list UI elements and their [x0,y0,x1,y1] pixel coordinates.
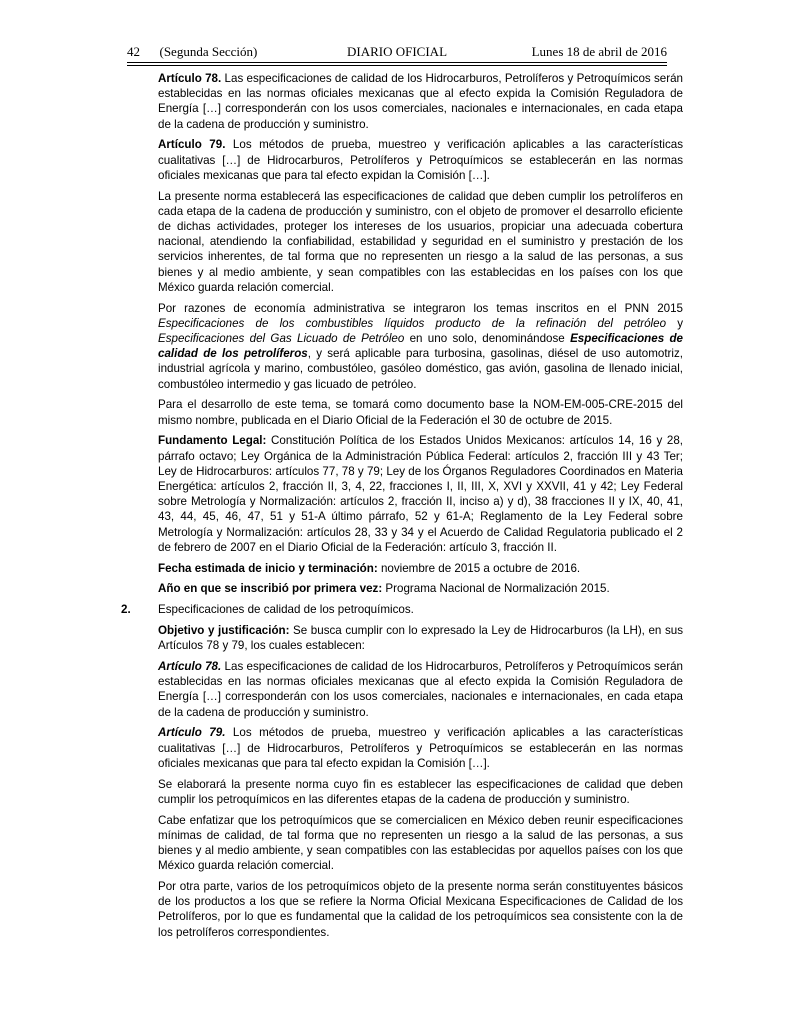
paragraph-articulo-79 [158,137,683,183]
italic-title: Especificaciones de los combustibles líquidos producto de la refinación del petróleo [158,316,667,330]
paragraph-text: Las especificaciones de calidad de los Hidrocarburos, Petrolíferos y Petroquímicos serán establecidas en las normas oficiales mexicanas que al efecto expida la Comisión Reguladora de Energía […] corresponderán con los usos comerciales, nacionales e internacionales, en cada etapa de la cadena de producción y suministro. [158,660,683,719]
paragraph-economia-administrativa [158,301,683,392]
paragraph-text: Se busca cumplir con lo expresado la Ley de Hidrocarburos (la LH), en sus Artículos 78 y 79, los cuales establecen: [158,624,683,653]
italic-title: Especificaciones del Gas Licuado de Petróleo [158,332,405,346]
paragraph-cabe-enfatizar: Cabe enfatizar que los petroquímicos que se comercialicen en México deben reunir especificaciones mínimas de calidad, de tal forma que no representen un riesgo a la salud de las personas, a sus bienes y al medio ambiente, y sean compatibles con las establecidas por aquellos países con los que México guarda relación comercial. [158,813,683,873]
paragraph-por-otra-parte: Por otra parte, varios de los petroquímicos objeto de la presente norma serán constituyentes básicos de los productos a los que se refiere la Norma Oficial Mexicana Especificaciones de Calidad de los Petrolíferos, por lo que es fundamental que la calidad de los petroquímicos sea consistente con la de los petrolíferos correspondientes. [158,880,683,939]
paragraph-documento-base: Para el desarrollo de este tema, se tomará como documento base la NOM-EM-005-CRE-2015 del mismo nombre, publicada en el Diario Oficial de la Federación el 30 de octubre de 2015. [158,398,683,427]
paragraph-text: Constitución Política de los Estados Unidos Mexicanos: artículos 14, 16 y 28, párrafo octavo; Ley Orgánica de la Administración Pública Federal: artículos 2, fracción III y 43 Ter; Ley de Hidrocarburos: artículos 77, 78 y 79; Ley de los Órganos Reguladores Coordinados en Materia Energética: artículos 2, fracción II, 3, 4, 22, fracciones I, II, III, X, XVI y XXVII, 41 y 42; Ley Federal sobre Metrología y Normalización: artículos 2, fracción II, inciso a) y d), 38 fracciones II y IX, 40, 41, 43, 44, 45, 46, 47, 51 y 51-A último párrafo, 52 y 61-A; Reglamento de la Ley Federal sobre Metrología y Normalización: artículos 28, 33 y 34 y el Acuerdo de Calidad Regulatoria publicado el 2 de febrero de 2007 en el Diario Oficial de la Federación: artículo 3, fracción II. [158,434,683,554]
bold-italic-title: Especificaciones de calidad de los petrolíferos [158,332,683,361]
page-header [127,43,667,61]
paragraph-label: Artículo 78. [158,660,222,674]
header-rule-top [127,62,667,63]
publication-title: DIARIO OFICIAL [346,44,448,59]
text-segment: , y será aplicable para turbosina, gasolinas, diésel de uso automotriz, industrial agrícola y marino, combustóleo, gasóleo doméstico, gas avión, gasolina de llenado inicial, combustóleo intermedio y gas licuado de petróleo. [158,347,684,391]
paragraph-label: Objetivo y justificación: [158,624,290,638]
paragraph-articulo-78 [158,71,683,132]
paragraph-label: Artículo 79. [158,726,226,740]
paragraph-text: Las especificaciones de calidad de los Hidrocarburos, Petrolíferos y Petroquímicos serán establecidas en las normas oficiales mexicanas que al efecto expida la Comisión Reguladora de Energía […] corresponderán con los usos comerciales, nacionales e internacionales, en cada etapa de la cadena de producción y suministro. [158,72,683,131]
paragraph-label: Artículo 79. [158,138,226,152]
text-segment: Por razones de economía administrativa se integraron los temas inscritos en el PNN 2015 [158,301,683,315]
paragraph-text: Los métodos de prueba, muestreo y verificación aplicables a las características cualitativas […] de Hidrocarburos, Petrolíferos y Petroquímicos se establecerán en las normas oficiales mexicanas que para tal efecto expidan la Comisión […]. [158,138,683,182]
numbered-item-2 [121,602,683,617]
paragraph-text: Los métodos de prueba, muestreo y verificación aplicables a las características cualitativas […] de Hidrocarburos, Petrolíferos y Petroquímicos se establecerán en las normas oficiales mexicanas que para tal efecto expidan la Comisión […]. [158,726,683,770]
page-number-section: 42 (Segunda Sección) [127,44,258,59]
paragraph-norma-petroliferos: La presente norma establecerá las especificaciones de calidad que deben cumplir los petrolíferos en cada etapa de la cadena de producción y suministro, con el objeto de promover el desarrollo eficiente de dichas actividades, proteger los intereses de los usuarios, propiciar una adecuada cobertura nacional, atendiendo la confiabilidad, estabilidad y seguridad en el suministro y prestación de los servicios inherentes, de tal forma que no representen un riesgo a la salud de las personas, a sus bienes y al medio ambiente, y sean compatibles con las establecidas en los países con los que México guarda relación comercial. [158,189,683,294]
paragraph-label: Fundamento Legal: [158,434,267,448]
item-number: 2. [121,603,131,617]
paragraph-objetivo [158,623,683,653]
item-text: Especificaciones de calidad de los petroquímicos. [158,603,414,617]
paragraph-label: Año en que se inscribió por primera vez: [158,582,383,596]
paragraph-articulo-79-b [158,725,683,771]
publication-date: Lunes 18 de abril de 2016 [531,44,667,59]
header-rule-bottom [127,65,667,66]
paragraph-fecha-estimada [158,561,683,576]
text-segment: y [666,316,683,330]
paragraph-label: Artículo 78. [158,72,222,85]
text-segment: en uno solo, denominándose [404,332,571,346]
paragraph-text: Programa Nacional de Normalización 2015. [382,582,610,596]
paragraph-articulo-78-b [158,659,683,720]
paragraph-text: noviembre de 2015 a octubre de 2016. [377,561,581,575]
paragraph-fundamento-legal [158,433,683,555]
paragraph-ano-inscripcion [158,581,683,596]
paragraph-label: Fecha estimada de inicio y terminación: [158,561,378,575]
document-body [121,71,684,945]
paragraph-norma-petroquimicos: Se elaborará la presente norma cuyo fin es establecer las especificaciones de calidad que deben cumplir los petroquímicos en las diferentes etapas de la cadena de producción y suministro. [158,777,683,806]
